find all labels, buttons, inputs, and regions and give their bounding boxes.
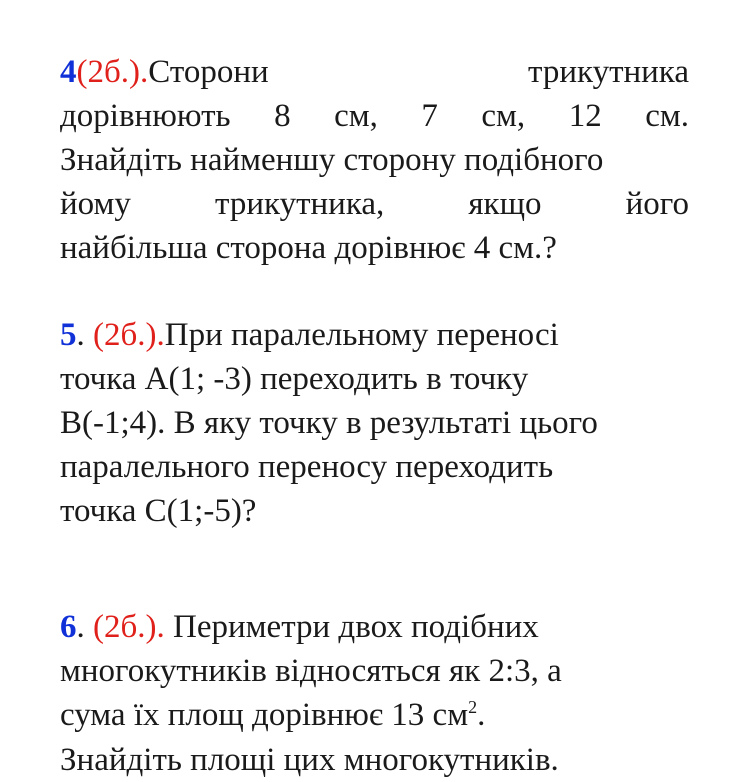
problem-text: см, [334, 98, 378, 134]
problem-text: . [477, 697, 486, 733]
problem-number: 5 [60, 317, 77, 353]
problem-text: трикутника, [215, 186, 385, 222]
problem-4 [60, 50, 689, 270]
problem-text: трикутника [528, 54, 689, 90]
problem-4-line-3: Знайдіть найменшу сторону подібного [60, 142, 604, 178]
problem-5-line-2: точка А(1; -3) переходить в точку [60, 361, 529, 397]
separator: . [76, 317, 93, 353]
problem-text: сума їх площ дорівнює 13 см [60, 697, 469, 733]
problem-4-line-2 [60, 94, 689, 138]
problem-text: При паралельному переносі [164, 317, 559, 353]
problem-text: дорівнюють [60, 98, 231, 134]
problem-text: йому [60, 186, 131, 222]
problem-text: см, [481, 98, 526, 134]
separator: . [76, 609, 93, 645]
problem-text: його [625, 186, 689, 222]
superscript: 2 [468, 697, 478, 717]
problem-text: Периметри двох подібних [164, 609, 539, 645]
problem-text: 8 [274, 98, 291, 134]
problem-5 [60, 313, 689, 533]
problem-4-line-1 [60, 50, 689, 94]
problem-6 [60, 605, 689, 737]
problem-text: 12 [568, 98, 602, 134]
problem-4-line-4 [60, 182, 689, 226]
problem-6-line-4-cut: Знайдіть площі цих многокутників. [60, 742, 559, 778]
problem-6-line-2: многокутників відносяться як 2:3, а [60, 653, 562, 689]
problem-5-line-4: паралельного переносу переходить [60, 449, 554, 485]
problem-6-line-3 [60, 693, 689, 737]
problem-5-line-1 [60, 313, 689, 357]
problem-text: 7 [421, 98, 438, 134]
problem-text: см. [645, 98, 689, 134]
points-label: (2б.). [93, 317, 165, 353]
problem-4-line-5: найбільша сторона дорівнює 4 см.? [60, 230, 557, 266]
problem-5-line-3: В(-1;4). В яку точку в результаті цього [60, 405, 598, 441]
problem-text: Сторони [148, 54, 269, 90]
problem-6-line-1 [60, 605, 689, 649]
points-label: (2б.). [93, 609, 165, 645]
problem-5-line-5: точка С(1;-5)? [60, 493, 257, 529]
problem-number: 4 [60, 54, 77, 90]
problem-number: 6 [60, 609, 77, 645]
problem-text: якщо [468, 186, 542, 222]
points-label: (2б.). [76, 54, 149, 90]
